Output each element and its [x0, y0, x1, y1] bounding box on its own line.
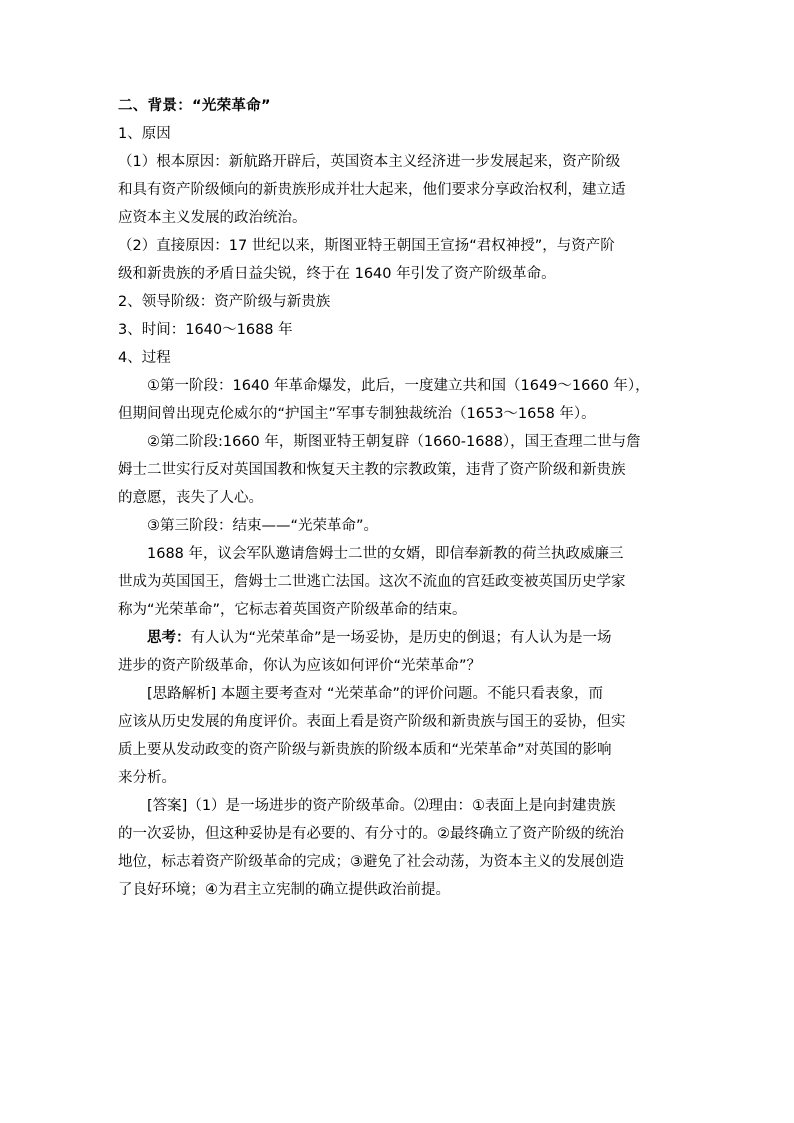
answer-line: 了良好环境；④为君主立宪制的确立提供政治前提。	[118, 882, 450, 898]
analysis-line: 来分析。	[118, 770, 176, 786]
time-line: 3、时间：1640～1688 年	[118, 322, 293, 338]
root-cause-paragraph	[118, 148, 678, 232]
section-title: 二、背景：“光荣革命”	[118, 98, 271, 114]
stage2-line: 的意愿，丧失了人心。	[118, 490, 263, 506]
stage1-line: ①第一阶段：1640 年革命爆发，此后，一度建立共和国（1649～1660 年），	[147, 378, 650, 394]
answer-line: [答案]（1）是一场进步的资产阶级革命。⑵理由：①表面上是向封建贵族	[147, 798, 616, 814]
detail-line: 称为“光荣革命”，它标志着英国资产阶级革命的结束。	[118, 602, 467, 618]
think-line	[118, 624, 678, 652]
think-paragraph	[118, 624, 678, 680]
stage1-line: 但期间曾出现克伦威尔的“护国主”军事专制独裁统治（1653～1658 年）。	[118, 406, 596, 422]
think-line: 进步的资产阶级革命，你认为应该如何评价“光荣革命”？	[118, 658, 482, 674]
root-cause-line: 应资本主义发展的政治统治。	[118, 210, 307, 226]
document-page	[118, 92, 678, 904]
answer-paragraph	[118, 792, 678, 904]
reason-heading: 1、原因	[118, 126, 171, 142]
direct-cause-line: （2）直接原因：17 世纪以来，斯图亚特王朝国王宣扬“君权神授”，与资产阶	[118, 238, 615, 254]
revolution-detail-paragraph	[118, 540, 678, 624]
direct-cause-line: 级和新贵族的矛盾日益尖锐，终于在 1640 年引发了资产阶级革命。	[118, 266, 556, 282]
think-text: 有人认为“光荣革命”是一场妥协，是历史的倒退；有人认为是一场	[190, 630, 612, 646]
analysis-paragraph	[118, 680, 678, 792]
stage2-line: ②第二阶段:1660 年，斯图亚特王朝复辟（1660-1688），国王查理二世与詹	[147, 434, 641, 450]
analysis-line: 应该从历史发展的角度评价。表面上看是资产阶级和新贵族与国王的妥协，但实	[118, 714, 626, 730]
answer-line: 地位，标志着资产阶级革命的完成；③避免了社会动荡，为资本主义的发展创造	[118, 854, 624, 870]
root-cause-line: （1）根本原因：新航路开辟后，英国资本主义经济进一步发展起来，资产阶级	[118, 154, 621, 170]
stage2-paragraph	[118, 428, 678, 512]
answer-line: 的一次妥协，但这种妥协是有必要的、有分寸的。②最终确立了资产阶级的统治	[118, 826, 624, 842]
root-cause-line: 和具有资产阶级倾向的新贵族形成并壮大起来，他们要求分享政治权利，建立适	[118, 182, 626, 198]
leader-line: 2、领导阶级：资产阶级与新贵族	[118, 294, 331, 310]
stage3-line: ③第三阶段：结束——“光荣革命”。	[147, 518, 379, 534]
direct-cause-paragraph	[118, 232, 678, 288]
detail-line: 1688 年，议会军队邀请詹姆士二世的女婿，即信奉新教的荷兰执政威廉三	[147, 546, 624, 562]
stage2-line: 姆士二世实行反对英国国教和恢复天主教的宗教政策，违背了资产阶级和新贵族	[118, 462, 626, 478]
think-label: 思考：	[147, 630, 191, 646]
analysis-line: 质上要从发动政变的资产阶级与新贵族的阶级本质和“光荣革命”对英国的影响	[118, 742, 612, 758]
analysis-line: [思路解析] 本题主要考查对 “光荣革命”的评价问题。不能只看表象，而	[147, 686, 604, 702]
process-heading: 4、过程	[118, 350, 171, 366]
stage1-paragraph	[118, 372, 678, 428]
detail-line: 世成为英国国王，詹姆士二世逃亡法国。这次不流血的宫廷政变被英国历史学家	[118, 574, 626, 590]
